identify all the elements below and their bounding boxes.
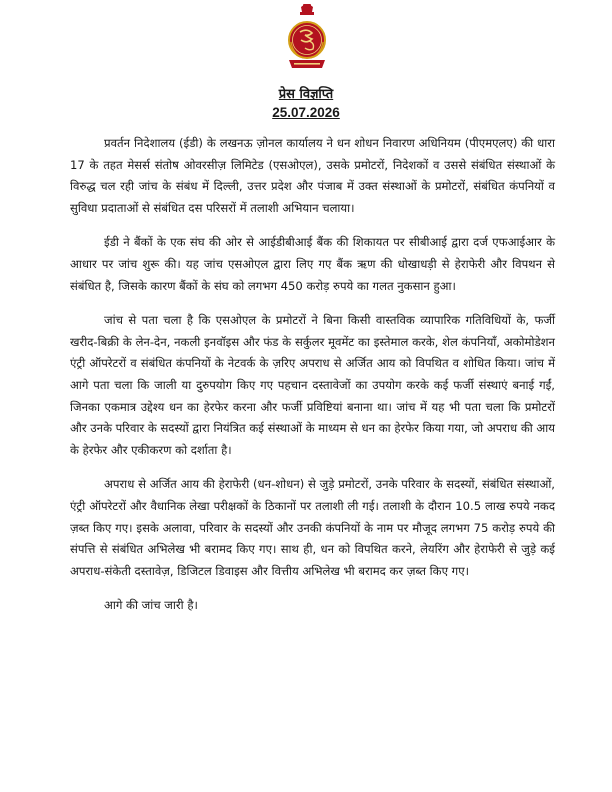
body-paragraph: जांच से पता चला है कि एसओएल के प्रमोटरों ने बिना किसी वास्तविक व्यापारिक गतिविधियों के, फर्जी खरीद-बिक्री के लेन-देन, नकली इनवॉइस और फंड के सर्कुलर मूवमेंट का इस्तेमाल करके, शेल कंपनियाँ, अकोमोडेशन एंट्री ऑपरेटरों व संबंधित कंपनियों के नेटवर्क के ज़रिए अपराध से अर्जित आय को विपथित व शोधित किया। जांच में आगे पता चला कि जाली या दुरुपयोग किए गए पहचान दस्तावेजों का उपयोग करके कई फर्जी संस्थाएं बनाई गईं, जिनका एकमात्र उद्देश्य धन का हेरफेर करना और फर्जी प्रविष्टियां बनाना था। जांच में यह भी पता चला कि प्रमोटरों और उनके परिवार के सदस्यों द्वारा नियंत्रित कई संस्थाओं के माध्यम से धन का हेरफेर किया गया, जो अपराध की आय के हेरफेर और एकीकरण को दर्शाता है। — [70, 313, 555, 457]
press-release-title: प्रेस विज्ञप्ति — [278, 87, 334, 102]
body-paragraph: अपराध से अर्जित आय की हेराफेरी (धन-शोधन) से जुड़े प्रमोटरों, उनके परिवार के सदस्यों, संबंधित संस्थाओं, एंट्री ऑपरेटरों और वैधानिक लेखा परीक्षकों के ठिकानों पर तलाशी ली गई। तलाशी के दौरान 10.5 लाख रुपये नकद ज़ब्त किए गए। इसके अलावा, परिवार के सदस्यों और उनकी कंपनियों के नाम पर मौजूद लगभग 75 करोड़ रुपये की संपत्ति से संबंधित अभिलेख भी बरामद किए गए। साथ ही, धन को विपथित करने, लेयरिंग और हेराफेरी से जुड़े कई अपराध-संकेती दस्तावेज़, डिजिटल डिवाइस और वित्तीय अभिलेख भी बरामद कर ज़ब्त किए गए। — [70, 477, 555, 578]
closing-paragraph: आगे की जांच जारी है। — [104, 598, 198, 613]
press-release-date: 25.07.2026 — [272, 105, 340, 120]
enforcement-directorate-emblem-icon — [285, 2, 329, 74]
body-paragraph: ईडी ने बैंकों के एक संघ की ओर से आईडीबीआई बैंक की शिकायत पर सीबीआई द्वारा दर्ज एफआईआर के आधार पर जांच शुरू की। यह जांच एसओएल द्वारा लिए गए बैंक ऋण की धोखाधड़ी से हेराफेरी और विपथन से संबंधित है, जिसके कारण बैंकों के संघ को लगभग 450 करोड़ रुपये का गलत नुकसान हुआ। — [70, 235, 555, 293]
body-paragraph: प्रवर्तन निदेशालय (ईडी) के लखनऊ ज़ोनल कार्यालय ने धन शोधन निवारण अधिनियम (पीएमएलए) की धारा 17 के तहत मेसर्स संतोष ओवरसीज़ लिमिटेड (एसओएल), उसके प्रमोटरों, निदेशकों व उससे संबंधित संस्थाओं के विरुद्ध चल रही जांच के संबंध में दिल्ली, उत्तर प्रदेश और पंजाब में उक्त संस्थाओं के प्रमोटरों, संबंधित कंपनियों व सुविधा प्रदाताओं से संबंधित दस परिसरों में तलाशी अभियान चलाया। — [70, 136, 555, 215]
press-release-body — [70, 133, 555, 617]
